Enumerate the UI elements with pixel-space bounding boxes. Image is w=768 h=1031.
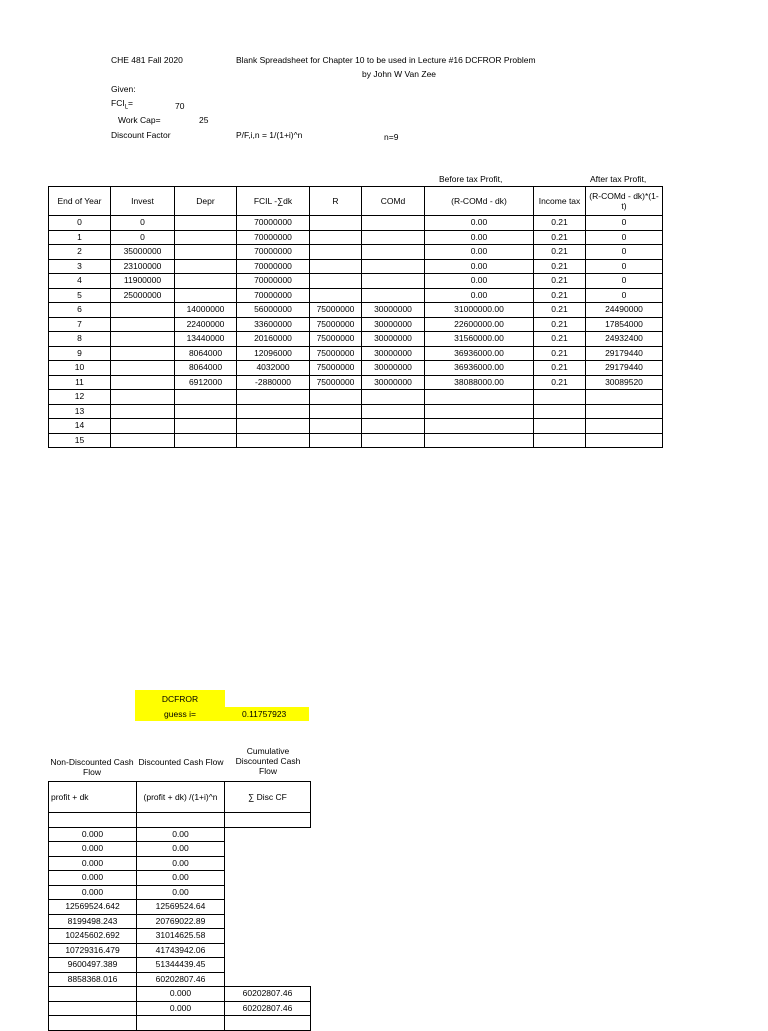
discount-factor-label: Discount Factor xyxy=(111,130,171,140)
table-cell: 4 xyxy=(49,274,111,289)
cf-table-row xyxy=(49,987,311,1002)
table-row xyxy=(49,375,663,390)
table-cell: 29179440 xyxy=(586,346,663,361)
table-cell xyxy=(310,216,362,231)
table-cell xyxy=(111,361,175,376)
cf-table-cell xyxy=(225,856,311,871)
cf-table-row xyxy=(49,914,311,929)
cf-table-cell xyxy=(225,958,311,973)
cf-table-cell: 8858368.016 xyxy=(49,972,137,987)
table-cell: 13 xyxy=(49,404,111,419)
table-cell: 31000000.00 xyxy=(425,303,534,318)
table-cell: 56000000 xyxy=(237,303,310,318)
discounted-label: Discounted Cash Flow xyxy=(138,757,224,767)
cf-table-row xyxy=(49,929,311,944)
table-row xyxy=(49,230,663,245)
table-row xyxy=(49,288,663,303)
cf-table-cell: 60202807.46 xyxy=(225,1001,311,1016)
table-cell: 0.21 xyxy=(534,332,586,347)
cf-table-cell xyxy=(225,885,311,900)
cf-table-cell xyxy=(225,842,311,857)
table-row xyxy=(49,419,663,434)
table-cell: 30000000 xyxy=(362,361,425,376)
cf-table-cell xyxy=(225,871,311,886)
given-label: Given: xyxy=(111,84,136,94)
table-cell xyxy=(534,390,586,405)
table-row xyxy=(49,404,663,419)
table-cell: 3 xyxy=(49,259,111,274)
table-cell xyxy=(310,433,362,448)
table-cell xyxy=(425,404,534,419)
table-cell: 0 xyxy=(111,216,175,231)
table-cell: 0 xyxy=(586,274,663,289)
cf-table-cell: 41743942.06 xyxy=(137,943,225,958)
cf-table-cell xyxy=(49,1001,137,1016)
table-cell: 1 xyxy=(49,230,111,245)
table-cell: 30000000 xyxy=(362,303,425,318)
cf-table-row xyxy=(49,885,311,900)
table-cell xyxy=(586,433,663,448)
cf-table-cell: 31014625.58 xyxy=(137,929,225,944)
table-cell: 75000000 xyxy=(310,346,362,361)
sheet-title: Blank Spreadsheet for Chapter 10 to be used in Lecture #16 DCFROR Problem xyxy=(236,55,536,65)
cf-table-cell: 0.000 xyxy=(137,1001,225,1016)
table-cell: 20160000 xyxy=(237,332,310,347)
table-cell: 70000000 xyxy=(237,245,310,260)
table-cell xyxy=(237,404,310,419)
table-cell: 30000000 xyxy=(362,375,425,390)
table-cell xyxy=(362,230,425,245)
table-cell: 70000000 xyxy=(237,274,310,289)
table-cell: 8064000 xyxy=(175,346,237,361)
cf-table-cell xyxy=(225,827,311,842)
table-cell: 0.21 xyxy=(534,361,586,376)
header-profit-dk: profit + dk xyxy=(49,782,137,813)
header-end-of-year: End of Year xyxy=(49,187,111,216)
cf-table-cell xyxy=(225,914,311,929)
table-row xyxy=(49,245,663,260)
table-cell: 23100000 xyxy=(111,259,175,274)
table-cell: 0 xyxy=(49,216,111,231)
table-cell: 22600000.00 xyxy=(425,317,534,332)
table-cell xyxy=(111,303,175,318)
table-cell xyxy=(175,419,237,434)
table-cell: 4032000 xyxy=(237,361,310,376)
table-cell: 30000000 xyxy=(362,346,425,361)
table-cell xyxy=(111,375,175,390)
table-cell: 12096000 xyxy=(237,346,310,361)
table-cell: 9 xyxy=(49,346,111,361)
table-cell xyxy=(534,419,586,434)
non-discounted-label: Non-Discounted Cash Flow xyxy=(50,757,134,777)
cf-table-cell: 10245602.692 xyxy=(49,929,137,944)
table-cell: 75000000 xyxy=(310,303,362,318)
table-cell: 0 xyxy=(586,245,663,260)
table-cell xyxy=(310,245,362,260)
cf-table-cell xyxy=(137,813,225,828)
table-cell xyxy=(175,390,237,405)
table-row xyxy=(49,390,663,405)
table-cell: -2880000 xyxy=(237,375,310,390)
table-cell: 0.00 xyxy=(425,288,534,303)
table-cell: 6912000 xyxy=(175,375,237,390)
table-cell xyxy=(237,390,310,405)
header-r: R xyxy=(310,187,362,216)
cf-table-cell xyxy=(225,943,311,958)
table-row xyxy=(49,332,663,347)
cf-table-cell xyxy=(225,972,311,987)
header-sum-disc-cf: ∑ Disc CF xyxy=(225,782,311,813)
table-row xyxy=(49,274,663,289)
cf-table-row xyxy=(49,958,311,973)
guess-value: 0.11757923 xyxy=(242,709,287,719)
pf-formula: P/F,i,n = 1/(1+i)^n xyxy=(236,130,303,140)
table-cell: 0.21 xyxy=(534,274,586,289)
cf-table-cell: 0.000 xyxy=(49,871,137,886)
table-cell: 8064000 xyxy=(175,361,237,376)
table-cell xyxy=(111,404,175,419)
course-label: CHE 481 Fall 2020 xyxy=(111,55,183,65)
table-cell xyxy=(111,346,175,361)
table-cell: 0.21 xyxy=(534,230,586,245)
header-after-tax: (R-COMd - dk)*(1-t) xyxy=(586,187,663,216)
table-cell xyxy=(175,288,237,303)
table-cell xyxy=(237,433,310,448)
cf-table-cell: 0.00 xyxy=(137,856,225,871)
table-cell xyxy=(425,419,534,434)
header-before-tax: (R-COMd - dk) xyxy=(425,187,534,216)
header-fcil: FCIL -∑dk xyxy=(237,187,310,216)
table-cell: 0.21 xyxy=(534,375,586,390)
table-cell: 0 xyxy=(586,259,663,274)
cash-flow-table xyxy=(48,186,663,448)
table-cell: 70000000 xyxy=(237,288,310,303)
table-cell xyxy=(362,259,425,274)
table-cell xyxy=(175,433,237,448)
table-cell xyxy=(362,390,425,405)
cf-table-cell: 60202807.46 xyxy=(137,972,225,987)
table-row xyxy=(49,361,663,376)
table-cell: 5 xyxy=(49,288,111,303)
table-cell: 0.21 xyxy=(534,245,586,260)
author-label: by John W Van Zee xyxy=(362,69,437,79)
cf-table-row xyxy=(49,1016,311,1031)
cf-table-row xyxy=(49,1001,311,1016)
table-cell: 38088000.00 xyxy=(425,375,534,390)
table-cell: 31560000.00 xyxy=(425,332,534,347)
table-row xyxy=(49,216,663,231)
cf-table-cell: 0.000 xyxy=(49,827,137,842)
table-cell: 0.21 xyxy=(534,346,586,361)
cf-table-cell: 10729316.479 xyxy=(49,943,137,958)
cf-table-cell: 0.00 xyxy=(137,842,225,857)
table-cell: 24490000 xyxy=(586,303,663,318)
table-cell xyxy=(425,433,534,448)
table-cell: 0.00 xyxy=(425,274,534,289)
cf-table-cell xyxy=(49,987,137,1002)
table-cell: 13440000 xyxy=(175,332,237,347)
table-cell: 22400000 xyxy=(175,317,237,332)
table-cell xyxy=(362,404,425,419)
table-cell: 2 xyxy=(49,245,111,260)
table-cell: 14000000 xyxy=(175,303,237,318)
table-cell: 30000000 xyxy=(362,332,425,347)
table-cell xyxy=(175,274,237,289)
table-cell: 24932400 xyxy=(586,332,663,347)
table-cell xyxy=(310,404,362,419)
cf-table-cell xyxy=(225,900,311,915)
table-cell xyxy=(310,259,362,274)
cf-table-cell xyxy=(225,813,311,828)
table-cell: 29179440 xyxy=(586,361,663,376)
table-cell xyxy=(586,419,663,434)
fci-value: 70 xyxy=(175,101,185,111)
table-cell xyxy=(111,317,175,332)
table-cell xyxy=(175,404,237,419)
table-cell: 70000000 xyxy=(237,259,310,274)
table-cell xyxy=(175,259,237,274)
cf-table-cell xyxy=(49,813,137,828)
table-cell: 75000000 xyxy=(310,361,362,376)
cf-table-row xyxy=(49,827,311,842)
table-cell xyxy=(111,332,175,347)
cf-table-row xyxy=(49,871,311,886)
table-cell: 70000000 xyxy=(237,230,310,245)
table-cell: 75000000 xyxy=(310,317,362,332)
table-cell: 35000000 xyxy=(111,245,175,260)
cf-table-cell xyxy=(225,1016,311,1031)
table-cell: 14 xyxy=(49,419,111,434)
table-cell xyxy=(362,216,425,231)
table-cell xyxy=(586,404,663,419)
cf-table-cell xyxy=(225,929,311,944)
cf-table-cell: 12569524.64 xyxy=(137,900,225,915)
table-cell: 75000000 xyxy=(310,375,362,390)
before-tax-label: Before tax Profit, xyxy=(439,174,503,184)
table-cell xyxy=(534,404,586,419)
cf-table-row xyxy=(49,943,311,958)
cf-table-cell: 0.000 xyxy=(49,885,137,900)
after-tax-label: After tax Profit, xyxy=(590,174,647,184)
table-cell xyxy=(175,245,237,260)
table-cell xyxy=(362,274,425,289)
table-cell: 0.21 xyxy=(534,288,586,303)
table-cell: 0.00 xyxy=(425,216,534,231)
table-cell: 8 xyxy=(49,332,111,347)
table-cell: 7 xyxy=(49,317,111,332)
table-cell: 10 xyxy=(49,361,111,376)
table-cell: 0.21 xyxy=(534,259,586,274)
table-cell: 0.00 xyxy=(425,259,534,274)
header-depr: Depr xyxy=(175,187,237,216)
header-invest: Invest xyxy=(111,187,175,216)
table-cell: 25000000 xyxy=(111,288,175,303)
table-cell: 30000000 xyxy=(362,317,425,332)
table-cell: 30089520 xyxy=(586,375,663,390)
cf-table-cell: 0.000 xyxy=(49,842,137,857)
table-cell: 0 xyxy=(586,230,663,245)
table-cell: 33600000 xyxy=(237,317,310,332)
table-cell xyxy=(111,390,175,405)
table-cell xyxy=(111,419,175,434)
table-cell xyxy=(175,230,237,245)
table-row xyxy=(49,303,663,318)
cf-table-row xyxy=(49,900,311,915)
cf-table-row xyxy=(49,972,311,987)
workcap-value: 25 xyxy=(199,115,209,125)
workcap-label: Work Cap= xyxy=(118,115,161,125)
table-cell xyxy=(310,288,362,303)
cf-table-cell: 0.000 xyxy=(49,856,137,871)
cf-table-cell xyxy=(49,1016,137,1031)
table-cell xyxy=(586,390,663,405)
table-cell: 0 xyxy=(111,230,175,245)
table-cell xyxy=(362,419,425,434)
table-row xyxy=(49,317,663,332)
header-comd: COMd xyxy=(362,187,425,216)
table-cell: 15 xyxy=(49,433,111,448)
cf-table-cell: 8199498.243 xyxy=(49,914,137,929)
cf-table-row xyxy=(49,842,311,857)
cf-table-cell: 20769022.89 xyxy=(137,914,225,929)
cf-table-cell xyxy=(137,1016,225,1031)
guess-label: guess i= xyxy=(164,709,196,719)
cf-table-cell: 9600497.389 xyxy=(49,958,137,973)
table-row xyxy=(49,433,663,448)
cf-table-cell: 0.00 xyxy=(137,827,225,842)
table-cell: 11900000 xyxy=(111,274,175,289)
table-cell: 0.21 xyxy=(534,216,586,231)
table-cell: 11 xyxy=(49,375,111,390)
table-cell: 17854000 xyxy=(586,317,663,332)
table-cell xyxy=(111,433,175,448)
cf-table-row xyxy=(49,813,311,828)
cf-table-cell: 60202807.46 xyxy=(225,987,311,1002)
table-header-row xyxy=(49,187,663,216)
table-cell xyxy=(237,419,310,434)
header-income-tax: Income tax xyxy=(534,187,586,216)
table-cell xyxy=(310,419,362,434)
table-cell xyxy=(310,274,362,289)
fci-label: $FCI_L=$ xyxy=(111,98,134,111)
table-cell: 75000000 xyxy=(310,332,362,347)
table-cell: 36936000.00 xyxy=(425,361,534,376)
table-cell: 0 xyxy=(586,216,663,231)
discounted-cash-flow-table xyxy=(48,781,311,1031)
table-cell xyxy=(425,390,534,405)
cf-header-row xyxy=(49,782,311,813)
header-discounted: (profit + dk) /(1+i)^n xyxy=(137,782,225,813)
table-cell: 12 xyxy=(49,390,111,405)
table-cell: 36936000.00 xyxy=(425,346,534,361)
table-cell: 0 xyxy=(586,288,663,303)
cf-table-cell: 51344439.45 xyxy=(137,958,225,973)
dcfror-label: DCFROR xyxy=(161,694,199,704)
table-cell xyxy=(362,245,425,260)
cf-table-cell: 0.000 xyxy=(137,987,225,1002)
cumulative-label: Cumulative Discounted Cash Flow xyxy=(235,746,301,776)
table-row xyxy=(49,259,663,274)
table-cell xyxy=(362,433,425,448)
table-cell xyxy=(310,390,362,405)
cf-table-cell: 0.00 xyxy=(137,871,225,886)
table-cell xyxy=(362,288,425,303)
table-cell xyxy=(534,433,586,448)
n-label: n=9 xyxy=(384,132,399,142)
table-cell xyxy=(310,230,362,245)
table-cell: 0.21 xyxy=(534,303,586,318)
table-cell: 0.00 xyxy=(425,245,534,260)
cf-table-row xyxy=(49,856,311,871)
table-cell xyxy=(175,216,237,231)
table-cell: 0.00 xyxy=(425,230,534,245)
table-cell: 70000000 xyxy=(237,216,310,231)
table-row xyxy=(49,346,663,361)
table-cell: 0.21 xyxy=(534,317,586,332)
cf-table-cell: 12569524.642 xyxy=(49,900,137,915)
cf-table-cell: 0.00 xyxy=(137,885,225,900)
table-cell: 6 xyxy=(49,303,111,318)
